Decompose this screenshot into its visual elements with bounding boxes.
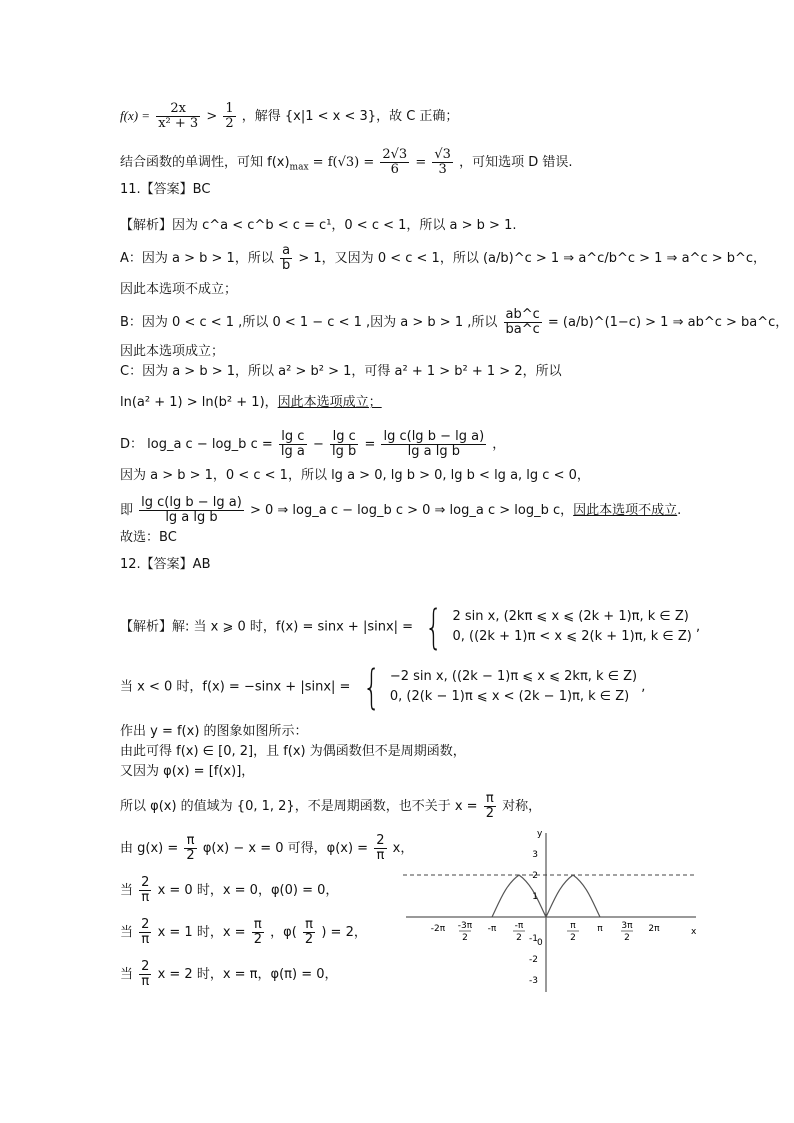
final-choice: 故选：BC (120, 530, 177, 545)
svg-text:-2π: -2π (430, 924, 446, 934)
svg-text:-π: -π (514, 921, 524, 931)
svg-text:2: 2 (570, 933, 576, 943)
svg-text:-3π: -3π (457, 921, 473, 931)
svg-text:π: π (597, 924, 603, 934)
svg-text:2π: 2π (648, 924, 660, 934)
case-line: 当 $\frac{2}{\pi}$ x = 2 时，x = π，φ(π) = 0， (120, 959, 338, 989)
svg-text:2: 2 (462, 933, 468, 943)
x-tick-label (597, 924, 603, 934)
fraction: $\frac{√3}{3}$ (434, 147, 451, 177)
step-line: f(x) = $\frac{2x}{\text{x² + 3}}$ > $\frac{1}{2}$ ，解得 {x|1 < x < 3}，故 C 正确； (120, 101, 459, 131)
fraction: $\frac{\text{lg c(lg b − lg a)}}{\text{lg a lg b}}$ (383, 429, 485, 459)
step-line: 结合函数的单调性，可知 $f(x)_{max} = f(√3)$ = $\frac{2√3}{6}$ = $\frac{√3}{3}$ ，可知选项 D 错误. (120, 147, 573, 177)
fraction: $\frac{ab\^{}c}{ba\^{}c}$ (505, 307, 540, 337)
svg-text:3π: 3π (621, 921, 633, 931)
conclusion-line: 因此本选项成立； (120, 344, 225, 359)
fraction: $\frac{2√3}{6}$ (382, 147, 408, 177)
y-tick-label: -1 (529, 934, 538, 944)
reason-line: 即 $\frac{\text{lg c(lg b − lg a)}}{\text{lg a lg b}}$ > 0 ⇒ log_a c − log_b c > 0 ⇒ log_a c > log_b c，因此本选项不成立. (120, 495, 682, 525)
fraction: $\frac{2}{\pi}$ (141, 917, 150, 947)
text-line: 由此可得 f(x) ∈ [0, 2]，且 f(x) 为偶函数但不是周期函数， (120, 744, 466, 759)
answer-label: 12.【答案】AB (120, 557, 211, 572)
function-graph (398, 828, 703, 994)
y-tick-label: -3 (529, 976, 538, 986)
x-tick-label (458, 921, 473, 943)
fraction: $\frac{\text{lg c}}{\text{lg a}}$ (280, 429, 305, 459)
piecewise-line: 当 x < 0 时，f(x) = −sinx + |sinx| = { −2 sin x, ((2k − 1)π ⩽ x ⩽ 2kπ, k ∈ Z) 0, (2(k − 1)π ⩽ x < (2k − 1)π, k ∈ Z) , (120, 660, 646, 714)
option-c: C：因为 a > b > 1，所以 a² > b² > 1，可得 a² + 1 > b² + 1 > 2，所以 (120, 364, 562, 379)
y-tick-label: 1 (532, 892, 538, 902)
fraction: $\frac{\text{lg c(lg b − lg a)}}{\text{lg a lg b}}$ (141, 495, 242, 525)
x-tick-label (567, 921, 579, 943)
piecewise-line: 【解析】解: 当 x ⩾ 0 时，f(x) = sinx + |sinx| = { 2 sin x, (2kπ ⩽ x ⩽ (2k + 1)π, k ∈ Z) 0, ((2k + 1)π < x ⩽ 2(k + 1)π, k ∈ Z) , (120, 600, 701, 654)
option-b: B：因为 0 < c < 1 ,所以 0 < 1 − c < 1 ,因为 a > b > 1 ,所以 $\frac{ab\^{}c}{ba\^{}c}$ = (a/b)^(1−c) > 1 ⇒ ab^c > ba^c， (120, 307, 789, 337)
x-tick-label (621, 921, 633, 943)
y-tick-label: -2 (529, 955, 538, 965)
y-axis-label: y (537, 829, 543, 839)
fraction: $\frac{\pi}{2}$ (485, 791, 494, 821)
svg-text:2: 2 (516, 933, 522, 943)
text-line: 由 g(x) = $\frac{\pi}{2}$ φ(x) − x = 0 可得，φ(x) = $\frac{2}{\pi}$ x， (120, 833, 414, 863)
answer-label: 11.【答案】BC (120, 182, 211, 197)
case-line: 当 $\frac{2}{\pi}$ x = 0 时，x = 0，φ(0) = 0， (120, 875, 339, 905)
analysis-line: 【解析】因为 c^a < c^b < c = c¹，0 < c < 1，所以 a > b > 1. (120, 218, 517, 233)
x-tick-label (648, 924, 660, 934)
text-line: 作出 y = f(x) 的图象如图所示： (120, 724, 308, 739)
y-tick-label: 3 (532, 850, 538, 860)
x-tick-label (431, 924, 446, 934)
svg-text:2: 2 (624, 933, 630, 943)
text-line: 又因为 φ(x) = [f(x)]， (120, 764, 255, 779)
fraction: $\frac{a}{b}$ (281, 243, 291, 273)
x-axis-label: x (691, 927, 697, 937)
fraction: $\frac{1}{2}$ (225, 101, 234, 131)
fraction: $\frac{2}{\pi}$ (141, 875, 150, 905)
fraction: $\frac{\pi}{2}$ (304, 917, 314, 947)
option-d: D： log_a c − log_b c = $\frac{\text{lg c}}{\text{lg a}}$ − $\frac{\text{lg c}}{\text{lg b}}$ = $\frac{\text{lg c(lg b − lg a)}}{\text{lg a lg b}}$ ， (120, 429, 506, 459)
case-line: 当 $\frac{2}{\pi}$ x = 1 时，x = $\frac{\pi}{2}$ ，φ( $\frac{\pi}{2}$ ) = 2， (120, 917, 367, 947)
x-tick-label (488, 924, 497, 934)
fraction: $\frac{2}{\pi}$ (376, 833, 385, 863)
option-c-cont: ln(a² + 1) > ln(b² + 1)，因此本选项成立； (120, 395, 382, 410)
x-tick-label (513, 921, 525, 943)
fraction: $\frac{\pi}{2}$ (253, 917, 262, 947)
fraction: $\frac{\text{lg c}}{\text{lg b}}$ (332, 429, 357, 459)
svg-text:π: π (570, 921, 576, 931)
conclusion-line: 因此本选项不成立； (120, 282, 238, 297)
fraction: $\frac{\pi}{2}$ (186, 833, 195, 863)
option-a: A：因为 a > b > 1，所以 $\frac{a}{b}$ > 1，又因为 0 < c < 1，所以 (a/b)^c > 1 ⇒ a^c/b^c > 1 ⇒ a^c > b^c， (120, 243, 767, 273)
svg-text:-π: -π (487, 924, 497, 934)
reason-line: 因为 a > b > 1，0 < c < 1，所以 lg a > 0, lg b > 0, lg b < lg a, lg c < 0， (120, 468, 590, 483)
fraction: $\frac{2x}{\text{x² + 3}}$ (158, 101, 199, 131)
text-line: 所以 φ(x) 的值域为 {0, 1, 2}，不是周期函数，也不关于 x = $\frac{\pi}{2}$ 对称， (120, 791, 542, 821)
fraction: $\frac{2}{\pi}$ (141, 959, 150, 989)
origin-label: 0 (537, 938, 543, 948)
y-tick-label: 2 (532, 871, 538, 881)
